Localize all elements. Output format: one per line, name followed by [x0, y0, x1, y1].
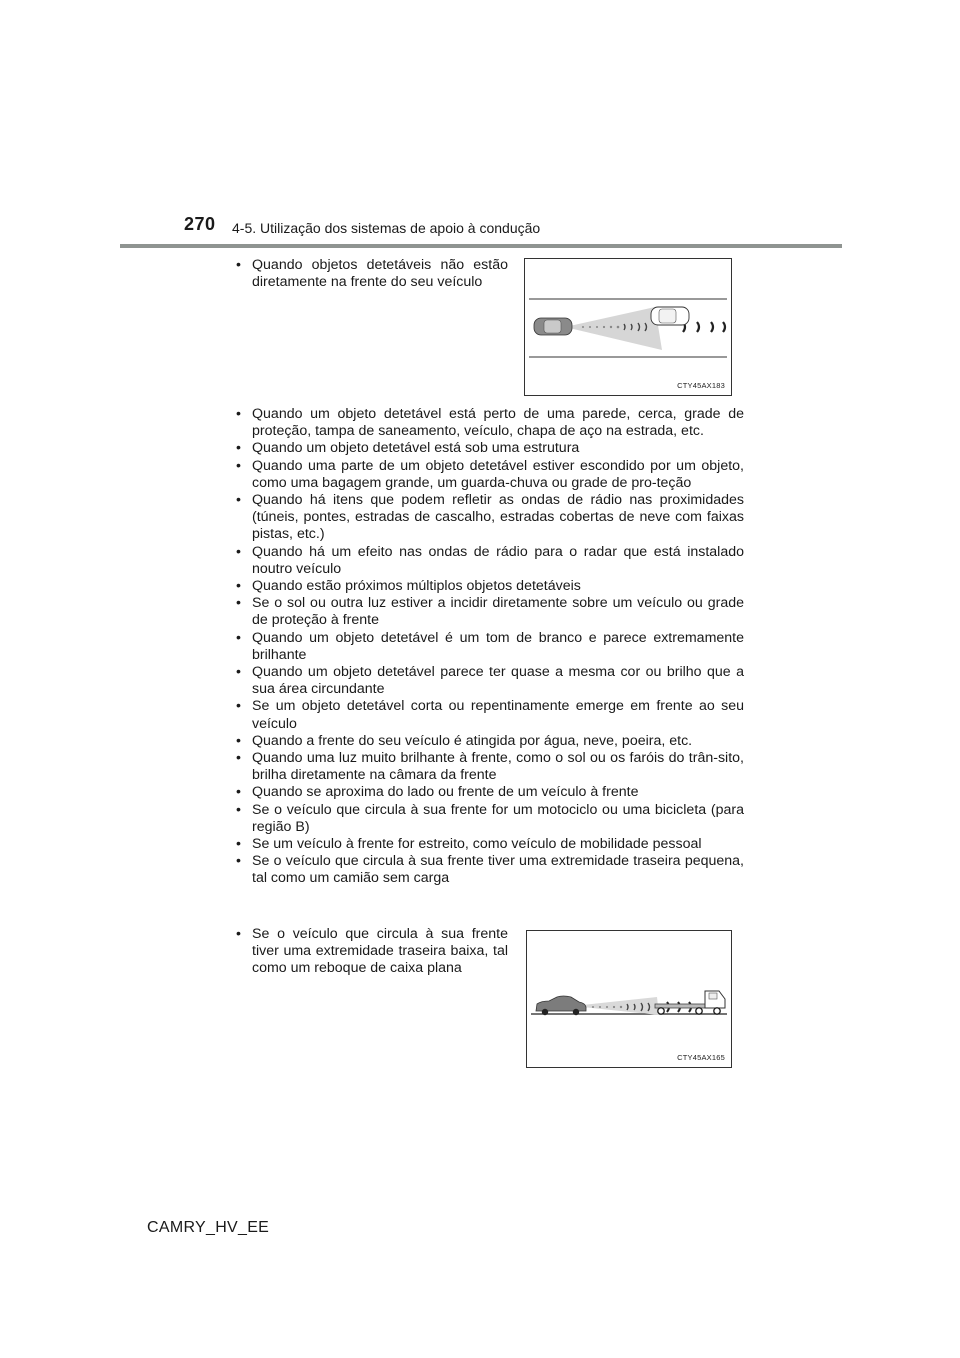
figure-code: CTY45AX165	[677, 1053, 725, 1062]
section-title: 4-5. Utilização dos sistemas de apoio à condução	[232, 220, 541, 236]
list-item: • Se o veículo que circula à sua frente for um motociclo ou uma bicicleta (para região B)	[232, 802, 744, 836]
list-item: • Quando há um efeito nas ondas de rádio para o radar que está instalado noutro veículo	[232, 544, 744, 578]
list-item: • Se o veículo que circula à sua frente tiver uma extremidade traseira pequena, tal como um camião sem carga	[232, 853, 744, 887]
list-item: • Se o veículo que circula à sua frente tiver uma extremidade traseira baixa, tal como um reboque de caixa plana	[232, 926, 508, 978]
radar-beam-icon	[565, 307, 662, 350]
list-item: • Quando a frente do seu veículo é atingida por água, neve, poeira, etc.	[232, 733, 744, 750]
list-item: • Quando uma luz muito brilhante à frente, como o sol ou os faróis do trân-sito, brilha diretamente na câmara da frente	[232, 750, 744, 784]
list-item: • Se o sol ou outra luz estiver a incidir diretamente sobre um veículo ou grade de proteção à frente	[232, 595, 744, 629]
footer-model-code: CAMRY_HV_EE	[147, 1219, 270, 1236]
figure-flatbed-trailer	[526, 930, 732, 1068]
own-car-icon	[534, 318, 572, 335]
figure-2-illustration	[527, 931, 731, 1067]
own-car-icon	[536, 996, 586, 1015]
bullet-list-b	[232, 406, 744, 888]
figure-offset-target	[524, 258, 732, 396]
list-item: • Quando um objeto detetável parece ter quase a mesma cor ou brilho que a sua área circundante	[232, 664, 744, 698]
list-item: • Quando há itens que podem refletir as ondas de rádio nas proximidades (túneis, pontes, estradas de cascalho, estradas cobertas de neve com faixas pistas, etc.)	[232, 492, 744, 544]
figure-code: CTY45AX183	[677, 381, 725, 390]
bullet-list-a	[232, 257, 508, 291]
list-item: • Quando um objeto detetável está sob uma estrutura	[232, 440, 744, 457]
bullet-list-c	[232, 926, 508, 978]
target-car-icon	[651, 307, 689, 325]
list-item: • Se um objeto detetável corta ou repentinamente emerge em frente ao seu veículo	[232, 698, 744, 732]
list-item: • Quando estão próximos múltiplos objetos detetáveis	[232, 578, 744, 595]
list-item: • Quando se aproxima do lado ou frente de um veículo à frente	[232, 784, 744, 801]
figure-1-illustration	[525, 259, 731, 395]
list-item: • Quando objetos detetáveis não estão diretamente na frente do seu veículo	[232, 257, 508, 291]
list-item: • Quando um objeto detetável é um tom de branco e parece extremamente brilhante	[232, 630, 744, 664]
list-item: • Se um veículo à frente for estreito, como veículo de mobilidade pessoal	[232, 836, 744, 853]
header-rule	[120, 244, 842, 248]
page-number: 270	[184, 214, 216, 234]
list-item: • Quando um objeto detetável está perto de uma parede, cerca, grade de proteção, tampa de saneamento, veículo, chapa de aço na estrada, etc.	[232, 406, 744, 440]
list-item: • Quando uma parte de um objeto detetável estiver escondido por um objeto, como uma bagagem grande, um guarda-chuva ou grade de pro-teção	[232, 458, 744, 492]
